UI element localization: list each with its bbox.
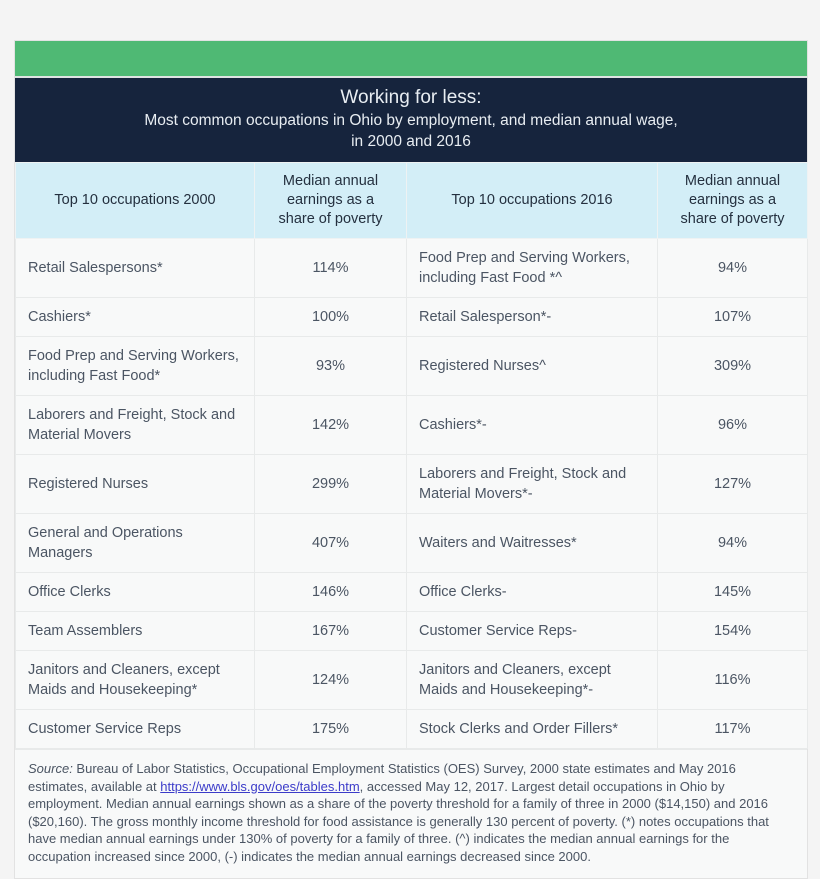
cell-occupation-2000: General and Operations Managers bbox=[16, 514, 255, 573]
cell-occupation-2000: Office Clerks bbox=[16, 573, 255, 612]
table-body bbox=[16, 239, 808, 749]
page-title: Working for less: bbox=[340, 87, 482, 108]
table-row bbox=[16, 573, 808, 612]
cell-occupation-2016: Office Clerks- bbox=[407, 573, 658, 612]
cell-earnings-2000: 114% bbox=[255, 239, 407, 298]
page-subtitle-line-2: in 2000 and 2016 bbox=[351, 133, 471, 150]
cell-earnings-2016: 116% bbox=[658, 651, 808, 710]
table-row bbox=[16, 710, 808, 749]
cell-occupation-2000: Retail Salespersons* bbox=[16, 239, 255, 298]
source-note bbox=[15, 749, 807, 878]
source-label: Source: bbox=[28, 761, 73, 776]
table-row bbox=[16, 239, 808, 298]
cell-occupation-2000: Cashiers* bbox=[16, 298, 255, 337]
infographic-table-card bbox=[14, 40, 808, 879]
column-header-earnings-2000-line-1: Median annual bbox=[282, 173, 379, 189]
table-row bbox=[16, 337, 808, 396]
occupations-table bbox=[15, 162, 808, 749]
table-row bbox=[16, 514, 808, 573]
cell-earnings-2000: 146% bbox=[255, 573, 407, 612]
cell-earnings-2016: 309% bbox=[658, 337, 808, 396]
cell-occupation-2016: Cashiers*- bbox=[407, 396, 658, 455]
column-header-earnings-2016-line-3: share of poverty bbox=[680, 211, 785, 227]
title-block bbox=[15, 78, 807, 162]
column-header-occupations-2016 bbox=[407, 163, 658, 239]
table-row bbox=[16, 396, 808, 455]
table-row bbox=[16, 455, 808, 514]
cell-earnings-2000: 175% bbox=[255, 710, 407, 749]
column-header-earnings-2016-line-2: earnings as a bbox=[688, 192, 777, 208]
cell-occupation-2016: Laborers and Freight, Stock and Material Movers*- bbox=[407, 455, 658, 514]
cell-earnings-2016: 127% bbox=[658, 455, 808, 514]
page-subtitle-line-1: Most common occupations in Ohio by employment, and median annual wage, bbox=[144, 112, 678, 129]
cell-occupation-2016: Food Prep and Serving Workers, including Fast Food *^ bbox=[407, 239, 658, 298]
cell-occupation-2016: Janitors and Cleaners, except Maids and Housekeeping*- bbox=[407, 651, 658, 710]
cell-earnings-2000: 299% bbox=[255, 455, 407, 514]
cell-occupation-2000: Food Prep and Serving Workers, including Fast Food* bbox=[16, 337, 255, 396]
cell-earnings-2016: 107% bbox=[658, 298, 808, 337]
cell-earnings-2016: 154% bbox=[658, 612, 808, 651]
cell-earnings-2000: 407% bbox=[255, 514, 407, 573]
green-accent-bar bbox=[15, 41, 807, 78]
cell-earnings-2016: 145% bbox=[658, 573, 808, 612]
column-header-occupations-2016-label: Top 10 occupations 2016 bbox=[451, 192, 613, 208]
source-text-after-link: , accessed May 12, 2017. Largest detail occupations in Ohio by employment. Median annual earnings shown as a share of the poverty threshold for a family of three in 2000 ($14,150) and 2016 ($20,160). The gross monthly income threshold for food assistance is generally 130 percent of poverty. (*) notes occupations that have median annual earnings under 130% of poverty for a family of three. (^) indicates the median annual earnings for the occupation increased since 2000, (-) indicates the median annual earnings decreased since 2000. bbox=[28, 778, 769, 864]
cell-earnings-2000: 93% bbox=[255, 337, 407, 396]
column-header-earnings-2016 bbox=[658, 163, 808, 239]
cell-occupation-2000: Registered Nurses bbox=[16, 455, 255, 514]
column-header-occupations-2000-label: Top 10 occupations 2000 bbox=[54, 192, 216, 208]
column-header-earnings-2000-line-2: earnings as a bbox=[286, 192, 375, 208]
cell-earnings-2016: 94% bbox=[658, 239, 808, 298]
column-header-occupations-2000 bbox=[16, 163, 255, 239]
cell-earnings-2016: 117% bbox=[658, 710, 808, 749]
table-row bbox=[16, 612, 808, 651]
cell-occupation-2016: Customer Service Reps- bbox=[407, 612, 658, 651]
cell-earnings-2016: 96% bbox=[658, 396, 808, 455]
source-link[interactable]: https://www.bls.gov/oes/tables.htm bbox=[160, 778, 360, 794]
column-header-earnings-2000 bbox=[255, 163, 407, 239]
cell-occupation-2016: Waiters and Waitresses* bbox=[407, 514, 658, 573]
source-text-before-link: Bureau of Labor Statistics, Occupational Employment Statistics (OES) Survey, 2000 state estimates and May 2016 estimates, available at bbox=[28, 761, 736, 794]
cell-occupation-2016: Registered Nurses^ bbox=[407, 337, 658, 396]
cell-occupation-2000: Janitors and Cleaners, except Maids and Housekeeping* bbox=[16, 651, 255, 710]
column-header-earnings-2016-line-1: Median annual bbox=[684, 173, 781, 189]
table-row bbox=[16, 298, 808, 337]
cell-occupation-2016: Stock Clerks and Order Fillers* bbox=[407, 710, 658, 749]
cell-earnings-2000: 100% bbox=[255, 298, 407, 337]
cell-occupation-2000: Customer Service Reps bbox=[16, 710, 255, 749]
table-row bbox=[16, 651, 808, 710]
column-header-earnings-2000-line-3: share of poverty bbox=[278, 211, 383, 227]
cell-earnings-2016: 94% bbox=[658, 514, 808, 573]
cell-earnings-2000: 142% bbox=[255, 396, 407, 455]
cell-occupation-2000: Team Assemblers bbox=[16, 612, 255, 651]
cell-earnings-2000: 167% bbox=[255, 612, 407, 651]
table-header-row bbox=[16, 163, 808, 239]
cell-earnings-2000: 124% bbox=[255, 651, 407, 710]
cell-occupation-2000: Laborers and Freight, Stock and Material Movers bbox=[16, 396, 255, 455]
cell-occupation-2016: Retail Salesperson*- bbox=[407, 298, 658, 337]
